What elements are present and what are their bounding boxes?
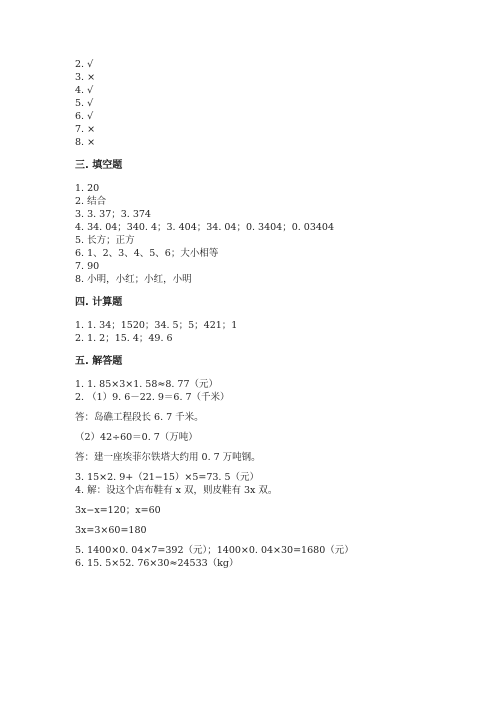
answer-line: 5. √ xyxy=(75,98,94,109)
answer-line: 6. 1、2、3、4、5、6；大小相等 xyxy=(75,248,219,259)
answer-line: 2. √ xyxy=(75,59,94,70)
answer-line: 3. × xyxy=(75,72,96,83)
word-problem-answers xyxy=(75,378,455,570)
answer-line: 4. 34. 04；340. 4；3. 404；34. 04；0. 3404；0. 03404 xyxy=(75,222,335,233)
answer-line: 7. × xyxy=(75,124,96,135)
section-heading-calculation: 四. 计算题 xyxy=(75,297,123,308)
answer-line: 3x−x=120；x=60 xyxy=(75,505,161,516)
answer-line: 1. 1. 85×3×1. 58≈8. 77（元） xyxy=(75,379,219,390)
section-heading-fill-blank: 三. 填空题 xyxy=(75,160,123,171)
answer-line: 7. 90 xyxy=(75,261,100,272)
calculation-answers xyxy=(75,319,455,345)
answer-line: 2. 结合 xyxy=(75,196,107,207)
answer-line: 2. 1. 2；15. 4；49. 6 xyxy=(75,333,173,344)
answer-line: 5. 长方；正方 xyxy=(75,235,135,246)
answer-line: 8. 小明，小红；小红，小明 xyxy=(75,274,192,285)
answer-line: 答：建一座埃菲尔铁塔大约用 0. 7 万吨钢。 xyxy=(75,452,261,463)
answer-line: 1. 1. 34；1520；34. 5；5；421；1 xyxy=(75,320,238,331)
answer-line: 1. 20 xyxy=(75,183,100,194)
answer-line: 3. 3. 37；3. 374 xyxy=(75,209,151,220)
answer-line: 6. 15. 5×52. 76×30≈24533（kg） xyxy=(75,558,239,569)
section-heading-word-problems: 五. 解答题 xyxy=(75,356,123,367)
answer-line: 3. 15×2. 9+（21−15）×5=73. 5（元） xyxy=(75,472,259,483)
answer-line: 8. × xyxy=(75,137,96,148)
fill-blank-answers xyxy=(75,182,455,286)
answer-line: 4. 解：设这个店布鞋有 x 双，则皮鞋有 3x 双。 xyxy=(75,485,278,496)
judgment-answers xyxy=(75,58,455,149)
answer-line: 答：岛礁工程段长 6. 7 千米。 xyxy=(75,412,204,423)
answer-line: （2）42÷60＝0. 7（万吨） xyxy=(75,432,198,443)
answer-line: 2. （1）9. 6－22. 9＝6. 7（千米） xyxy=(75,392,230,403)
answer-line: 5. 1400×0. 04×7=392（元）；1400×0. 04×30=1680（元） xyxy=(75,545,354,556)
answer-line: 3x=3×60=180 xyxy=(75,525,147,536)
answer-document xyxy=(75,58,455,570)
answer-line: 4. √ xyxy=(75,85,94,96)
answer-line: 6. √ xyxy=(75,111,94,122)
